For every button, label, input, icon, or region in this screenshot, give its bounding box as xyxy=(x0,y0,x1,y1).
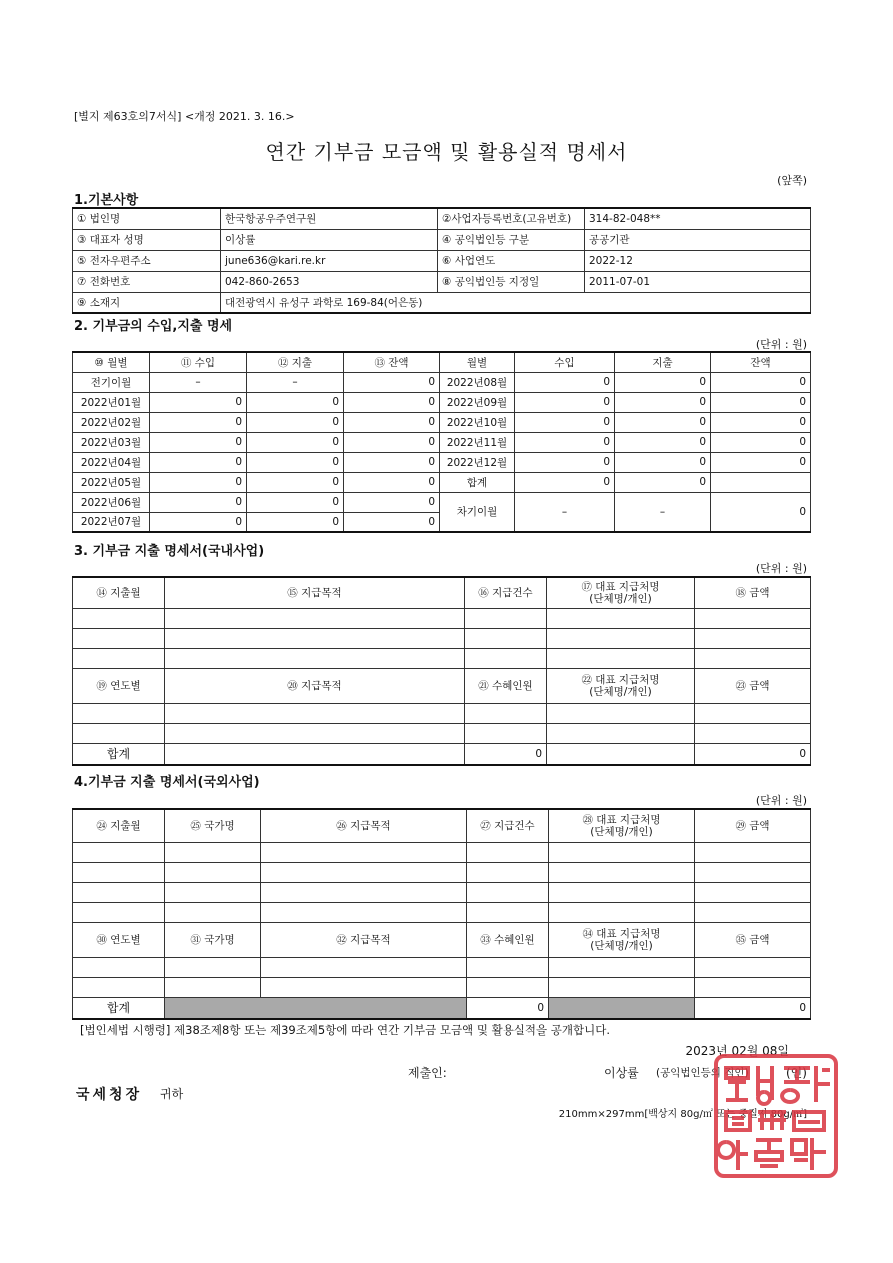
header-cell: ⑮ 지급목적 xyxy=(165,577,465,608)
field-value: 한국항공우주연구원 xyxy=(221,208,438,229)
field-label: ⑨ 소재지 xyxy=(73,292,221,313)
month-cell: 2022년08월 xyxy=(440,372,515,392)
basic-info-row xyxy=(73,208,811,229)
header-cell: ㉖ 지급목적 xyxy=(261,809,467,842)
expense-cell: 0 xyxy=(247,492,344,512)
expense-cell: 0 xyxy=(247,392,344,412)
income-cell: 0 xyxy=(515,432,615,452)
income-cell: – xyxy=(150,372,247,392)
submitter-name: 이상률 xyxy=(604,1066,639,1080)
section1-title: 1.기본사항 xyxy=(74,193,139,208)
field-label: ⑦ 전화번호 xyxy=(73,271,221,292)
month-cell: 2022년05월 xyxy=(73,472,150,492)
expense-cell: – xyxy=(247,372,344,392)
header-cell: ㉙ 금액 xyxy=(695,809,811,842)
basic-info-table xyxy=(72,207,811,314)
month-cell: 2022년01월 xyxy=(73,392,150,412)
field-value: 042-860-2653 xyxy=(221,271,438,292)
section3-unit: (단위 : 원) xyxy=(755,562,807,575)
month-cell: 2022년06월 xyxy=(73,492,150,512)
header-line: (단체명/개인) xyxy=(590,939,653,952)
header-cell: ⑳ 지급목적 xyxy=(165,668,465,703)
header-line: ㉞ 대표 지급처명 xyxy=(582,927,661,940)
month-cell: 전기이월 xyxy=(73,372,150,392)
overseas-total-row xyxy=(73,997,811,1019)
domestic-expense-table xyxy=(72,576,811,766)
month-cell: 2022년04월 xyxy=(73,452,150,472)
balance-cell: 0 xyxy=(711,432,811,452)
expense-cell: 0 xyxy=(615,372,711,392)
overseas-expense-table xyxy=(72,808,811,1020)
month-row xyxy=(73,452,811,472)
field-label: ⑤ 전자우편주소 xyxy=(73,250,221,271)
field-value: 공공기관 xyxy=(585,229,811,250)
header-cell: ⑪ 수입 xyxy=(150,352,247,372)
field-value: 이상률 xyxy=(221,229,438,250)
month-cell: 2022년03월 xyxy=(73,432,150,452)
total-label: 합계 xyxy=(73,743,165,765)
empty-row xyxy=(73,902,811,922)
field-value: 2011-07-01 xyxy=(585,271,811,292)
balance-cell: 0 xyxy=(344,432,440,452)
income-cell: 0 xyxy=(150,512,247,532)
expense-cell: 0 xyxy=(615,412,711,432)
header-cell: ㉝ 수혜인원 xyxy=(467,922,549,957)
income-cell: 0 xyxy=(150,452,247,472)
month-row xyxy=(73,412,811,432)
header-cell: ㉓ 금액 xyxy=(695,668,811,703)
overseas-header-row xyxy=(73,809,811,842)
income-cell: 0 xyxy=(515,452,615,472)
income-cell: 0 xyxy=(150,392,247,412)
month-cell: 2022년11월 xyxy=(440,432,515,452)
header-cell: ⑱ 금액 xyxy=(695,577,811,608)
legal-statement: [법인세법 시행령] 제38조제8항 또는 제39조제5항에 따라 연간 기부금 모금액 및 활용실적을 공개합니다. xyxy=(80,1023,610,1037)
header-cell: 지출 xyxy=(615,352,711,372)
income-header-row xyxy=(73,352,811,372)
empty-row xyxy=(73,862,811,882)
empty-row xyxy=(73,977,811,997)
empty-row xyxy=(73,648,811,668)
header-cell xyxy=(549,809,695,842)
balance-cell: 0 xyxy=(344,452,440,472)
income-cell: 0 xyxy=(515,392,615,412)
header-cell: ㉔ 지출월 xyxy=(73,809,165,842)
total-label: 합계 xyxy=(73,997,165,1019)
domestic-total-row xyxy=(73,743,811,765)
expense-cell: 0 xyxy=(615,392,711,412)
month-cell: 2022년02월 xyxy=(73,412,150,432)
month-row xyxy=(73,492,811,512)
balance-cell: 0 xyxy=(711,412,811,432)
expense-cell: 0 xyxy=(615,452,711,472)
field-label: ⑧ 공익법인등 지정일 xyxy=(438,271,585,292)
field-label: ③ 대표자 성명 xyxy=(73,229,221,250)
basic-info-row xyxy=(73,250,811,271)
basic-info-row xyxy=(73,271,811,292)
income-cell: 0 xyxy=(150,472,247,492)
month-cell: 2022년12월 xyxy=(440,452,515,472)
month-cell: 2022년07월 xyxy=(73,512,150,532)
expense-cell: 0 xyxy=(247,472,344,492)
balance-cell: 0 xyxy=(711,392,811,412)
header-cell: ⑬ 잔액 xyxy=(344,352,440,372)
month-row xyxy=(73,372,811,392)
empty-row xyxy=(73,628,811,648)
month-row xyxy=(73,472,811,492)
field-value: 대전광역시 유성구 과학로 169-84(어은동) xyxy=(221,292,811,313)
total-amount: 0 xyxy=(695,743,811,765)
carry-over-balance: 0 xyxy=(711,492,811,532)
header-line: ⑰ 대표 지급처명 xyxy=(581,580,660,593)
official-seal-icon xyxy=(712,1052,840,1180)
balance-cell: 0 xyxy=(344,512,440,532)
field-label: ① 법인명 xyxy=(73,208,221,229)
balance-total-cell xyxy=(711,472,811,492)
total-label-cell: 합계 xyxy=(440,472,515,492)
expense-cell: 0 xyxy=(247,452,344,472)
overseas-header-row-2 xyxy=(73,922,811,957)
paper-spec: 210mm×297mm[백상지 80g/㎡ 또는 중질지 80g/㎡] xyxy=(558,1109,807,1120)
gray-cell xyxy=(165,997,467,1019)
header-cell: ㉕ 국가명 xyxy=(165,809,261,842)
header-cell: ㉜ 지급목적 xyxy=(261,922,467,957)
balance-cell: 0 xyxy=(711,372,811,392)
domestic-header-row-2 xyxy=(73,668,811,703)
income-cell: 0 xyxy=(515,412,615,432)
field-value: june636@kari.re.kr xyxy=(221,250,438,271)
month-cell: 2022년10월 xyxy=(440,412,515,432)
document-title: 연간 기부금 모금액 및 활용실적 명세서 xyxy=(265,140,628,164)
header-cell: ㉛ 국가명 xyxy=(165,922,261,957)
income-cell: 0 xyxy=(150,432,247,452)
section2-unit: (단위 : 원) xyxy=(755,338,807,351)
income-cell: 0 xyxy=(150,492,247,512)
balance-cell: 0 xyxy=(344,372,440,392)
basic-info-row xyxy=(73,292,811,313)
header-cell: ⑯ 지급건수 xyxy=(465,577,547,608)
balance-cell: 0 xyxy=(344,412,440,432)
field-label: ④ 공익법인등 구분 xyxy=(438,229,585,250)
month-row xyxy=(73,432,811,452)
submitter-note: (공익법인등의 직인) xyxy=(656,1067,749,1079)
header-cell: 월별 xyxy=(440,352,515,372)
submission-date: 2023년 02월 08일 xyxy=(685,1044,789,1058)
basic-info-row xyxy=(73,229,811,250)
header-cell: ⑭ 지출월 xyxy=(73,577,165,608)
empty-row xyxy=(73,957,811,977)
header-line: (단체명/개인) xyxy=(589,592,652,605)
expense-cell: 0 xyxy=(615,432,711,452)
gray-cell xyxy=(549,997,695,1019)
field-label: ⑥ 사업연도 xyxy=(438,250,585,271)
header-cell xyxy=(547,577,695,608)
balance-cell: 0 xyxy=(344,472,440,492)
total-count: 0 xyxy=(467,997,549,1019)
submitter-label: 제출인: xyxy=(408,1066,447,1080)
header-line: (단체명/개인) xyxy=(590,825,653,838)
income-total-cell: 0 xyxy=(515,472,615,492)
field-value: 314-82-048** xyxy=(585,208,811,229)
total-amount: 0 xyxy=(695,997,811,1019)
field-label: ②사업자등록번호(고유번호) xyxy=(438,208,585,229)
recipient: 국세청장 xyxy=(76,1087,143,1103)
expense-cell: 0 xyxy=(247,432,344,452)
header-line: ㉘ 대표 지급처명 xyxy=(582,813,661,826)
month-row xyxy=(73,392,811,412)
expense-cell: 0 xyxy=(247,412,344,432)
month-cell: 2022년09월 xyxy=(440,392,515,412)
honorific: 귀하 xyxy=(160,1087,184,1101)
header-cell: ⑲ 연도별 xyxy=(73,668,165,703)
header-cell: 잔액 xyxy=(711,352,811,372)
income-expense-table xyxy=(72,351,811,533)
empty-row xyxy=(73,882,811,902)
balance-cell: 0 xyxy=(344,492,440,512)
empty-row xyxy=(73,723,811,743)
header-cell: 수입 xyxy=(515,352,615,372)
header-cell xyxy=(547,668,695,703)
header-cell: ㉟ 금액 xyxy=(695,922,811,957)
expense-total-cell: 0 xyxy=(615,472,711,492)
form-reference: [별지 제63호의7서식] <개정 2021. 3. 16.> xyxy=(74,110,295,123)
total-count: 0 xyxy=(465,743,547,765)
expense-cell: 0 xyxy=(247,512,344,532)
header-cell xyxy=(549,922,695,957)
header-cell: ⑩ 월별 xyxy=(73,352,150,372)
field-value: 2022-12 xyxy=(585,250,811,271)
income-cell: 0 xyxy=(515,372,615,392)
balance-cell: 0 xyxy=(344,392,440,412)
header-cell: ㉗ 지급건수 xyxy=(467,809,549,842)
carry-over-expense: – xyxy=(615,492,711,532)
section4-unit: (단위 : 원) xyxy=(755,794,807,807)
header-line: ㉒ 대표 지급처명 xyxy=(581,673,660,686)
domestic-header-row xyxy=(73,577,811,608)
page-side: (앞쪽) xyxy=(777,174,807,187)
balance-cell: 0 xyxy=(711,452,811,472)
income-cell: 0 xyxy=(150,412,247,432)
header-cell: ⑫ 지출 xyxy=(247,352,344,372)
empty-row xyxy=(73,703,811,723)
section2-title: 2. 기부금의 수입,지출 명세 xyxy=(74,319,233,334)
header-line: (단체명/개인) xyxy=(589,685,652,698)
carry-over-income: – xyxy=(515,492,615,532)
section4-title: 4.기부금 지출 명세서(국외사업) xyxy=(74,775,260,790)
empty-row xyxy=(73,842,811,862)
header-cell: ㉑ 수혜인원 xyxy=(465,668,547,703)
section3-title: 3. 기부금 지출 명세서(국내사업) xyxy=(74,544,265,559)
empty-row xyxy=(73,608,811,628)
carry-over-label: 차기이월 xyxy=(440,492,515,532)
header-cell: ㉚ 연도별 xyxy=(73,922,165,957)
seal-mark: (인) xyxy=(786,1066,807,1080)
